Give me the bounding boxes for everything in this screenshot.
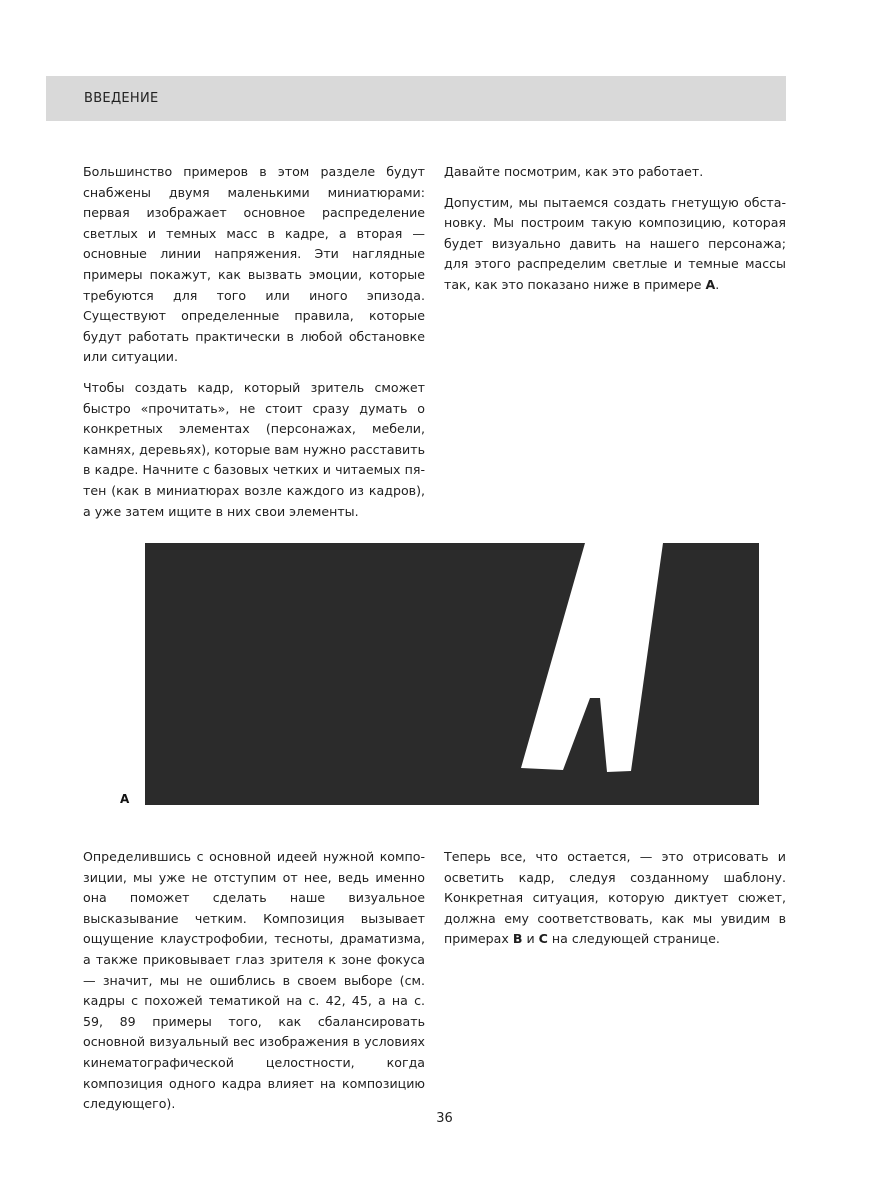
paragraph: Большинство примеров в этом разделе будут снабжены двумя маленькими миниатюрами: первая изображает основное распределение светлых и темных масс в кадре, а вторая — основные линии напряжения. Эти наглядные примеры покажут, как вызвать эмоции, которые требуются для того или иного эпизода. Существуют определенные правила, которые будут работать практически в любой обстановке или ситуации. bbox=[83, 164, 425, 365]
left-column-bottom bbox=[83, 847, 425, 1125]
figure-reference: C bbox=[538, 931, 548, 947]
right-column-top bbox=[444, 162, 786, 306]
paragraph: Давайте посмотрим, как это работает. bbox=[444, 164, 704, 179]
paragraph: Чтобы создать кадр, который зритель сможет быстро «прочитать», не стоит сразу думать о конкретных элементах (персонажах, мебели, камнях, деревьях), которые вам нужно расставить в кадре. Начните с базовых четких и читаемых пятен (как в миниатюрах возле каждого из кадров), а уже затем ищите в них свои элементы. bbox=[83, 379, 425, 519]
figure-reference: B bbox=[512, 931, 523, 947]
paragraph bbox=[444, 193, 786, 296]
paragraph-text: на следующей странице. bbox=[547, 931, 720, 947]
paragraph: Определившись с основной идеей нужной композиции, мы уже не отступим от нее, ведь именно она поможет сделать наше визуальное высказывание четким. Композиция вызывает ощущение клаустрофобии, тесноты, драматизма, а также приковывает глаз зрителя к зоне фокуса — значит, мы не ошиблись в своем выборе (см. кадры с похожей тематикой на с. 42, 45, а на с. 59, 89 примеры того, как сбалансировать основной визуальный вес изображения в условиях кинематографической целостности, когда композиция одного кадра влияет на композицию следующего). bbox=[83, 849, 425, 1112]
paragraph-text: . bbox=[715, 276, 720, 292]
paragraph-text: Допустим, мы пытаемся создать гнетущую обстановку. Мы построим такую композицию, которая будет визуально давить на нашего персонажа; для этого распределим светлые и темные массы так, как это показано ниже в примере bbox=[444, 194, 786, 292]
paragraph bbox=[444, 847, 786, 950]
composition-figure-a bbox=[145, 543, 759, 805]
section-header-bar bbox=[46, 76, 786, 121]
left-column-top bbox=[83, 162, 425, 532]
paragraph-text: и bbox=[522, 931, 539, 947]
section-title: ВВЕДЕНИЕ bbox=[84, 91, 159, 106]
composition-thumbnail bbox=[145, 543, 759, 805]
figure-label: A bbox=[120, 792, 130, 806]
dark-mass bbox=[145, 543, 759, 805]
page-number: 36 bbox=[436, 1111, 453, 1126]
figure-reference: A bbox=[705, 276, 716, 292]
right-column-bottom bbox=[444, 847, 786, 960]
paragraph-text: Теперь все, что остается, — это отрисовать и осветить кадр, следуя созданному шаблону. Конкретная ситуация, которую диктует сюжет, должна ему соответствовать, как мы увидим в примерах bbox=[444, 849, 786, 947]
